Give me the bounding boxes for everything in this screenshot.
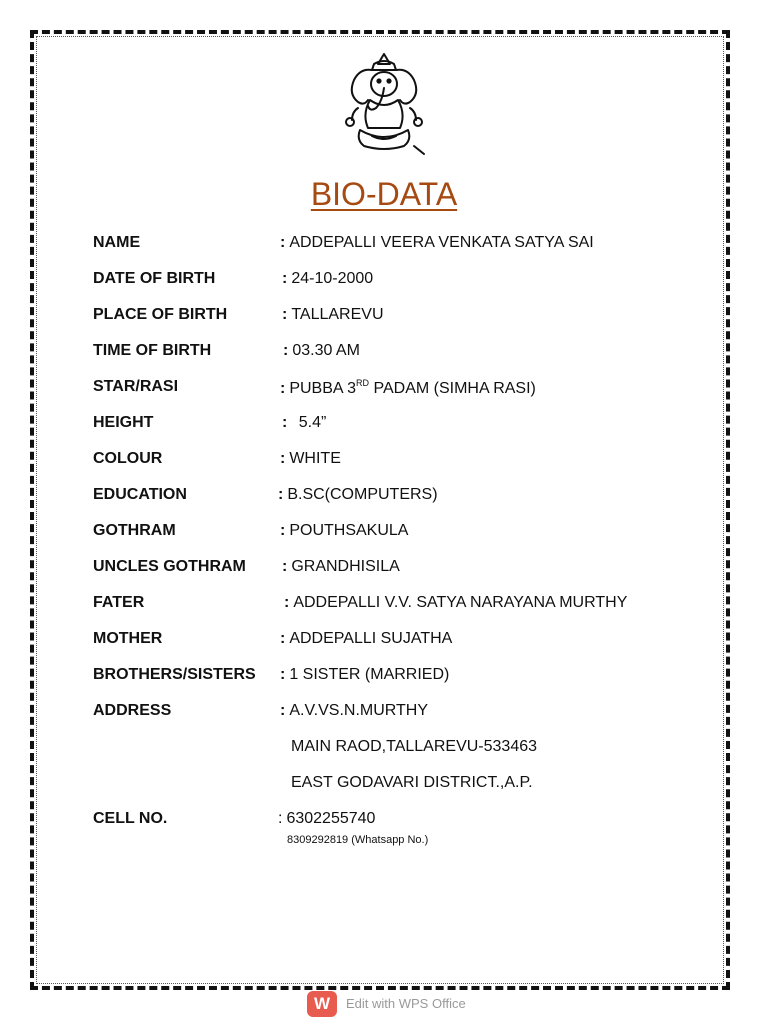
field-value-text: ADDEPALLI V.V. SATYA NARAYANA MURTHY bbox=[293, 594, 628, 611]
field-colon: : bbox=[280, 522, 286, 539]
field-value bbox=[282, 558, 400, 576]
field-label: STAR/RASI bbox=[93, 378, 179, 395]
field-label: BROTHERS/SISTERS bbox=[93, 666, 256, 683]
address-line: EAST GODAVARI DISTRICT.,A.P. bbox=[291, 774, 533, 791]
field-label: FATER bbox=[93, 594, 145, 611]
field-label: CELL NO. bbox=[93, 810, 168, 827]
field-colon: : bbox=[280, 234, 286, 251]
field-colon: : bbox=[280, 702, 286, 719]
page-title: BIO-DATA bbox=[310, 176, 458, 212]
ganesha-icon bbox=[338, 50, 430, 156]
field-value bbox=[283, 342, 360, 360]
field-label: DATE OF BIRTH bbox=[93, 270, 216, 287]
field-value-text: POUTHSAKULA bbox=[289, 522, 409, 539]
field-value bbox=[278, 810, 375, 828]
field-colon: : bbox=[283, 342, 289, 359]
field-colon: : bbox=[280, 380, 286, 397]
field-value bbox=[280, 522, 408, 540]
edit-with-wps-link[interactable]: Edit with WPS Office bbox=[346, 996, 466, 1011]
field-value bbox=[280, 450, 341, 468]
field-label: PLACE OF BIRTH bbox=[93, 306, 228, 323]
field-label: NAME bbox=[93, 234, 141, 251]
field-value bbox=[282, 270, 373, 288]
field-colon: : bbox=[278, 486, 284, 503]
field-value-text: B.SC(COMPUTERS) bbox=[287, 486, 438, 503]
field-value-text-after: PADAM (SIMHA RASI) bbox=[369, 380, 536, 397]
field-value-text: ADDEPALLI SUJATHA bbox=[289, 630, 453, 647]
field-value-text: WHITE bbox=[289, 450, 341, 467]
field-value bbox=[280, 630, 452, 648]
field-label: COLOUR bbox=[93, 450, 163, 467]
address-line: MAIN RAOD,TALLAREVU-533463 bbox=[291, 738, 538, 755]
alt-phone-number: 8309292819 (Whatsapp No.) bbox=[287, 834, 429, 846]
field-colon: : bbox=[282, 270, 288, 287]
field-label: GOTHRAM bbox=[93, 522, 176, 539]
field-value-text: 03.30 AM bbox=[292, 342, 360, 359]
wps-logo-icon[interactable]: W bbox=[307, 991, 337, 1017]
field-colon: : bbox=[280, 450, 286, 467]
field-label: ADDRESS bbox=[93, 702, 172, 719]
field-label: EDUCATION bbox=[93, 486, 187, 503]
field-value bbox=[278, 486, 438, 504]
field-value bbox=[284, 594, 627, 612]
field-label: TIME OF BIRTH bbox=[93, 342, 212, 359]
field-colon: : bbox=[280, 630, 286, 647]
field-colon: : bbox=[284, 594, 290, 611]
field-value-text: GRANDHISILA bbox=[291, 558, 400, 575]
field-colon: : bbox=[282, 558, 288, 575]
field-value-text: PUBBA 3 bbox=[289, 380, 357, 397]
field-value-text: ADDEPALLI VEERA VENKATA SATYA SAI bbox=[289, 234, 594, 251]
field-value-text: TALLAREVU bbox=[291, 306, 384, 323]
field-value bbox=[282, 306, 384, 324]
field-colon: : bbox=[282, 414, 288, 431]
field-value bbox=[280, 378, 536, 398]
field-colon: : bbox=[278, 810, 283, 827]
field-value bbox=[280, 234, 594, 252]
field-value bbox=[282, 414, 326, 432]
field-value-superscript: RD bbox=[356, 378, 370, 388]
field-colon: : bbox=[280, 666, 286, 683]
field-label: HEIGHT bbox=[93, 414, 154, 431]
field-value-text: 5.4” bbox=[294, 414, 327, 431]
field-colon: : bbox=[282, 306, 288, 323]
field-value-text: 1 SISTER (MARRIED) bbox=[289, 666, 450, 683]
field-value-text: A.V.VS.N.MURTHY bbox=[289, 702, 429, 719]
field-label: MOTHER bbox=[93, 630, 163, 647]
field-value-text: 24-10-2000 bbox=[291, 270, 374, 287]
field-value bbox=[280, 666, 449, 684]
field-value bbox=[280, 702, 428, 720]
field-value-text: 6302255740 bbox=[286, 810, 376, 827]
field-label: UNCLES GOTHRAM bbox=[93, 558, 246, 575]
